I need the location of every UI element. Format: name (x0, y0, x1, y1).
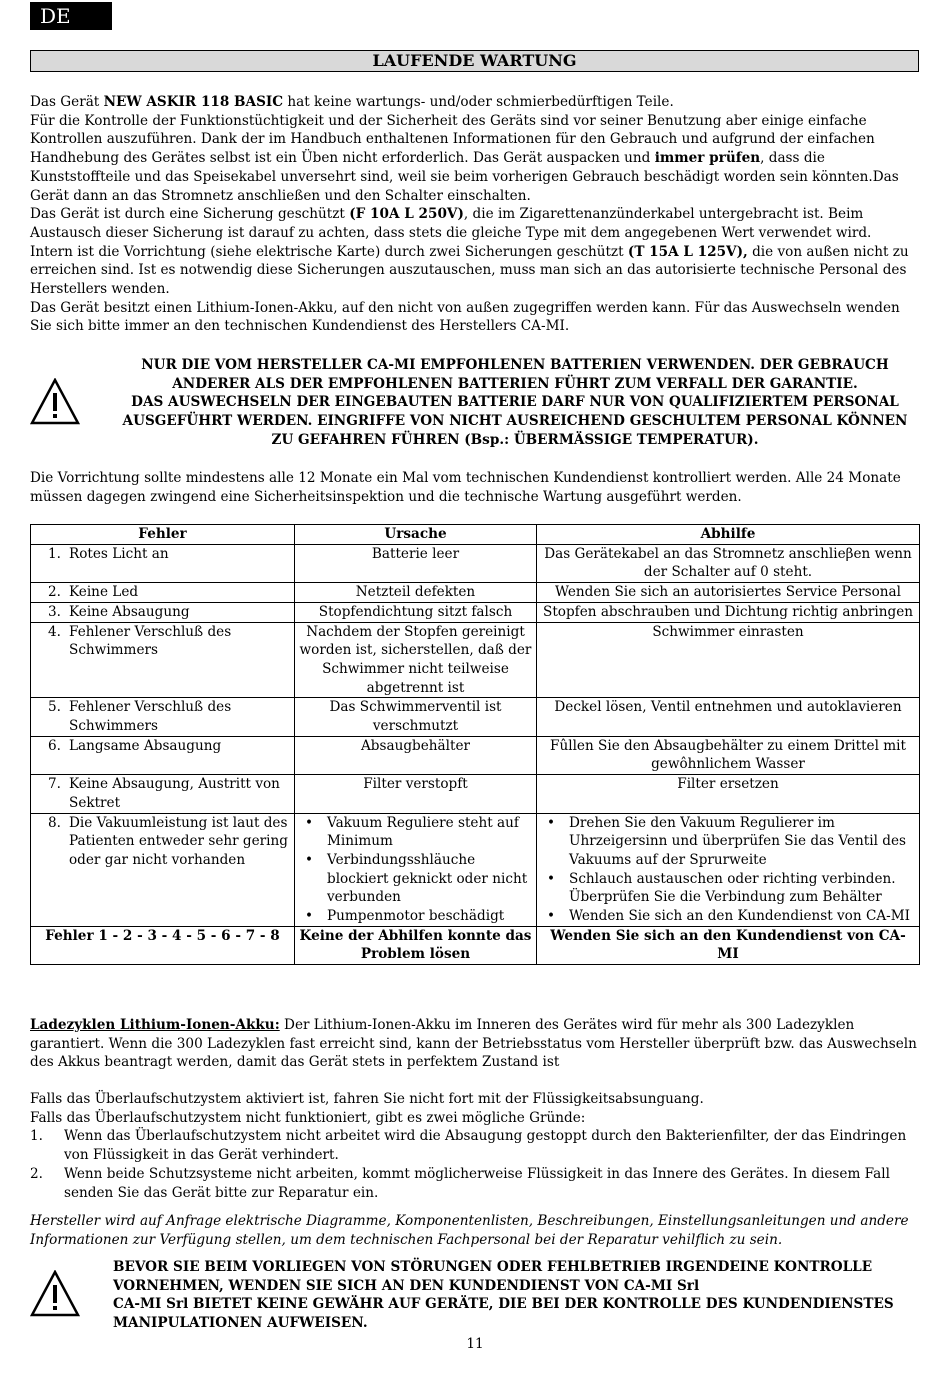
ursache-cell: Filter verstopft (295, 775, 537, 813)
troubleshooting-table (30, 524, 920, 965)
warning-triangle-icon (30, 1270, 80, 1318)
ursache-cell: Nachdem der Stopfen gereinigt worden ist, sicherstellen, daß der Schwimmer nicht teilweise abgetrennt ist (295, 622, 537, 698)
abhilfe-cell (537, 813, 920, 926)
list-item: • Wenden Sie sich an den Kundendienst von CA-MI (563, 907, 915, 926)
list-item: • Pumpenmotor beschädigt (321, 907, 532, 926)
inspection-note: Die Vorrichtung sollte mindestens alle 12 Monate ein Mal vom technischen Kundendienst kontrolliert werden. Alle 24 Monate müssen dagegen zwingend eine Sicherheitsinspektion und die technische Wartung ausgeführt werden. (30, 470, 901, 505)
ursache-cell: Absaugbehälter (295, 736, 537, 774)
list-item: • Drehen Sie den Vakuum Regulierer im Uhrzeigersinn und überprüfen Sie das Ventil des Vakuums auf der Sprurweite (563, 814, 915, 870)
list-item: • Schlauch austauschen oder richting verbinden. Überprüfen Sie die Verbindung zum Behälter (563, 870, 915, 907)
abhilfe-cell: Stopfen abschrauben und Dichtung richtig anbringen (537, 602, 920, 622)
service-warning-line2: CA-MI Srl BIETET KEINE GEWÄHR AUF GERÄTE, DIE BEI DER KONTROLLE DES KUNDENDIENSTES MANIPULATIONEN AUFWEISEN. (113, 1296, 894, 1332)
table-footer-row (31, 926, 920, 964)
abhilfe-cell: Filter ersetzen (537, 775, 920, 813)
ursache-cell: Stopfendichtung sitzt falsch (295, 602, 537, 622)
list-item: • Vakuum Reguliere steht auf Minimum (321, 814, 532, 851)
section-title: LAUFENDE WARTUNG (30, 50, 919, 72)
table-row (31, 736, 920, 774)
abhilfe-cell: Das Gerätekabel an das Stromnetz anschlieβen wenn der Schalter auf 0 steht. (537, 544, 920, 582)
fehler-cell: 6. Langsame Absaugung (31, 736, 295, 774)
header-ursache: Ursache (295, 525, 537, 545)
overflow-line1: Falls das Überlaufschutzystem aktiviert ist, fahren Sie nicht fort mit der Flüssigkeitsabsunguang. (30, 1091, 704, 1107)
fehler-cell: 1. Rotes Licht an (31, 544, 295, 582)
ursache-cell (295, 813, 537, 926)
abhilfe-cell: Deckel lösen, Ventil entnehmen und autoklavieren (537, 698, 920, 736)
table-row (31, 602, 920, 622)
fehler-cell: 4. Fehlener Verschluß des Schwimmers (31, 622, 295, 698)
table-row (31, 583, 920, 603)
page-number: 11 (466, 1336, 484, 1352)
overflow-line2: Falls das Überlaufschutzystem nicht funktioniert, gibt es zwei mögliche Gründe: (30, 1109, 586, 1126)
intro-p1: Das Gerät NEW ASKIR 118 BASIC hat keine wartungs- und/oder schmierbedürftigen Teile. (30, 94, 674, 110)
fehler-cell: 2. Keine Led (31, 583, 295, 603)
list-item: 1. Wenn das Überlaufschutzystem nicht arbeitet wird die Absaugung gestoppt durch den Bakterienfilter, der das Eindringen von Flüssigkeit in das Gerät verhindert. (30, 1128, 907, 1164)
table-row (31, 698, 920, 736)
intro-text (30, 93, 919, 336)
abhilfe-cell: Schwimmer einrasten (537, 622, 920, 698)
fehler-cell: 8. Die Vakuumleistung ist laut des Patienten entweder sehr gering oder gar nicht vorhanden (31, 813, 295, 926)
intro-p3: Das Gerät ist durch eine Sicherung geschützt (F 10A L 250V), die im Zigarettenanzünderkabel untergebracht ist. Beim Austausch dieser Sicherung ist darauf zu achten, dass stets die gleiche Type mit dem angegebenen Wert verwendet wird. (30, 206, 872, 241)
battery-warning (120, 356, 910, 450)
table-row (31, 622, 920, 698)
ursache-cell: Das Schwimmerventil ist verschmutzt (295, 698, 537, 736)
header-fehler: Fehler (31, 525, 295, 545)
ursache-cell: Batterie leer (295, 544, 537, 582)
table-row (31, 775, 920, 813)
footer-abhilfe: Wenden Sie sich an den Kundendienst von CA-MI (537, 926, 920, 964)
manufacturer-note: Hersteller wird auf Anfrage elektrische Diagramme, Komponentenlisten, Beschreibungen, Einstellungsanleitungen und andere Informationen zur Verfügung stellen, um dem technischen Fachpersonal bei der Reparatur vehilflich zu sein. (30, 1213, 909, 1248)
service-warning-line1: BEVOR SIE BEIM VORLIEGEN VON STÖRUNGEN ODER FEHLBETRIEB IRGENDEINE KONTROLLE VORNEHMEN, WENDEN SIE SICH AN DEN KUNDENDIENST VON CA-MI Srl (113, 1259, 873, 1294)
abhilfe-cell: Fûllen Sie den Absaugbehälter zu einem Drittel mit gewôhnlichem Wasser (537, 736, 920, 774)
abhilfe-cell: Wenden Sie sich an autorisiertes Service Personal (537, 583, 920, 603)
footer-ursache: Keine der Abhilfen konnte das Problem lösen (295, 926, 537, 964)
footer-fehler: Fehler 1 - 2 - 3 - 4 - 5 - 6 - 7 - 8 (31, 926, 295, 964)
list-item: 2. Wenn beide Schutzsysteme nicht arbeiten, kommt möglicherweise Flüssigkeit in das Innere des Gerätes. In diesem Fall senden Sie das Gerät bitte zur Reparatur ein. (30, 1165, 890, 1201)
table-row (31, 544, 920, 582)
header-abhilfe: Abhilfe (537, 525, 920, 545)
battery-warning-line2: DAS AUSWECHSELN DER EINGEBAUTEN BATTERIE DARF NUR VON QUALIFIZIERTEM PERSONAL AUSGEFÜHRT WERDEN. EINGRIFFE VON NICHT AUSREICHEND GESCHULTEM PERSONAL KÖNNEN ZU GEFAHREN FÜHREN (Bsp.: ÜBERMÄSSIGE TEMPERATUR). (122, 394, 908, 448)
charging-cycles-label: Ladezyklen Lithium-Ionen-Akku: (30, 1017, 280, 1033)
ursache-cell: Netzteil defekten (295, 583, 537, 603)
table-header-row (31, 525, 920, 545)
warning-triangle-icon (30, 378, 80, 426)
fehler-cell: 5. Fehlener Verschluß des Schwimmers (31, 698, 295, 736)
charging-cycles-text: Ladezyklen Lithium-Ionen-Akku: Der Lithium-Ionen-Akku im Inneren des Gerätes wird für mehr als 300 Ladezyklen garantiert. Wenn die 300 Ladezyklen fast erreicht sind, kann der Betriebsstatus vom Hersteller überprüft bzw. das Auswechseln des Akkus beantragt werden, damit das Gerät stets in perfektem Zustand ist (30, 1017, 917, 1071)
fehler-cell: 3. Keine Absaugung (31, 602, 295, 622)
fehler-cell: 7. Keine Absaugung, Austritt von Sektret (31, 775, 295, 813)
overflow-section (30, 1090, 919, 1202)
language-tab: DE (30, 2, 112, 30)
battery-warning-line1: NUR DIE VOM HERSTELLER CA-MI EMPFOHLENEN BATTERIEN VERWENDEN. DER GEBRAUCH ANDERER ALS DER EMPFOHLENEN BATTERIEN FÜHRT ZUM VERFALL DER GARANTIE. (141, 357, 889, 392)
intro-p5: Das Gerät besitzt einen Lithium-Ionen-Akku, auf den nicht von außen zugegriffen werden kann. Für das Auswechseln wenden Sie sich bitte immer an den technischen Kundendienst des Herstellers CA-MI. (30, 299, 900, 335)
service-warning (113, 1258, 913, 1333)
intro-p2: Für die Kontrolle der Funktionstüchtigkeit und der Sicherheit des Geräts sind vor seiner Benutzung aber einige einfache Kontrollen auszuführen. Dank der im Handbuch enthaltenen Informationen für den Gebrauch und aufgrund der einfachen Handhebung des Gerätes selbst ist ein Üben nicht erforderlich. Das Gerät auspacken und immer prüfen, dass die Kunststoffteile und das Speisekabel unversehrt sind, weil sie beim vorherigen Gebrauch beschädigt worden sein könnten.Das Gerät dann an das Stromnetz anschließen und den Schalter einschalten. (30, 112, 899, 204)
list-item: • Verbindungsshläuche blockiert geknickt oder nicht verbunden (321, 851, 532, 907)
intro-p4: Intern ist die Vorrichtung (siehe elektrische Karte) durch zwei Sicherungen geschützt (T 15A L 125V), die von außen nicht zu erreichen sind. Ist es notwendig diese Sicherungen auszutauschen, muss man sich an das autorisierte technische Personal des Herstellers wenden. (30, 243, 909, 298)
table-row-8 (31, 813, 920, 926)
